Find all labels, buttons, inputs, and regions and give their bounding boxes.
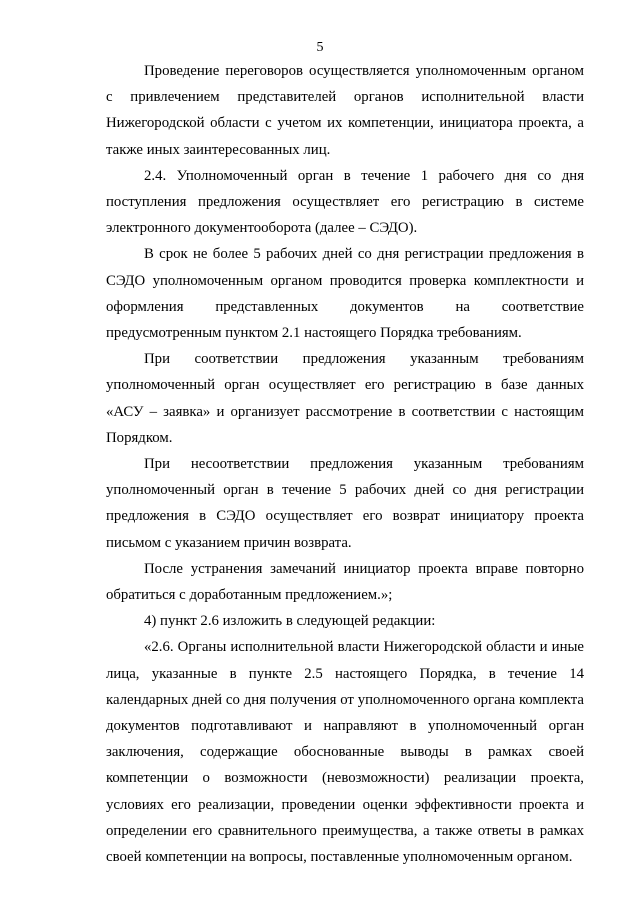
page-number: 5 (316, 40, 324, 55)
paragraph-compliance: При соответствии предложения указанным требованиям уполномоченный орган осуществляет его регистрацию в базе данных «АСУ – заявка» и организует рассмотрение в соответствии с настоящим Порядком. (106, 351, 584, 446)
paragraph-completeness-check: В срок не более 5 рабочих дней со дня регистрации предложения в СЭДО уполномоченным органом проводится проверка комплектности и оформления представленных документов на соответствие предусмотренным пунктом 2.1 настоящего Порядка требованиям. (106, 246, 584, 342)
document-body (106, 58, 584, 870)
paragraph-2-6: «2.6. Органы исполнительной власти Нижегородской области и иные лица, указанные в пункте 2.5 настоящего Порядка, в течение 14 календарных дней со дня получения от уполномоченного органа комплекта документов подготавливают и направляют в уполномоченный орган заключения, содержащие обоснованные выводы в рамках своей компетенции о возможности (невозможности) реализации проекта, условиях его реализации, проведении оценки эффективности проекта и определении его сравнительного преимущества, а также ответы в рамках своей компетенции на вопросы, поставленные уполномоченным органом. (106, 639, 584, 866)
paragraph-noncompliance: При несоответствии предложения указанным требованиям уполномоченный орган в течение 5 рабочих дней со дня регистрации предложения в СЭДО осуществляет его возврат инициатору проекта письмом с указанием причин возврата. (106, 456, 584, 551)
paragraph-negotiations: Проведение переговоров осуществляется уполномоченным органом с привлечением представителей органов исполнительной власти Нижегородской области с учетом их компетенции, инициатора проекта, а также иных заинтересованных лиц. (106, 63, 584, 158)
paragraph-2-4: 2.4. Уполномоченный орган в течение 1 рабочего дня со дня поступления предложения осуществляет его регистрацию в системе электронного документооборота (далее – СЭДО). (106, 167, 584, 237)
paragraph-amendment-2-6: 4) пункт 2.6 изложить в следующей редакции: (144, 613, 436, 630)
paragraph-resubmission: После устранения замечаний инициатор проекта вправе повторно обратиться с доработанным предложением.»; (106, 560, 584, 604)
